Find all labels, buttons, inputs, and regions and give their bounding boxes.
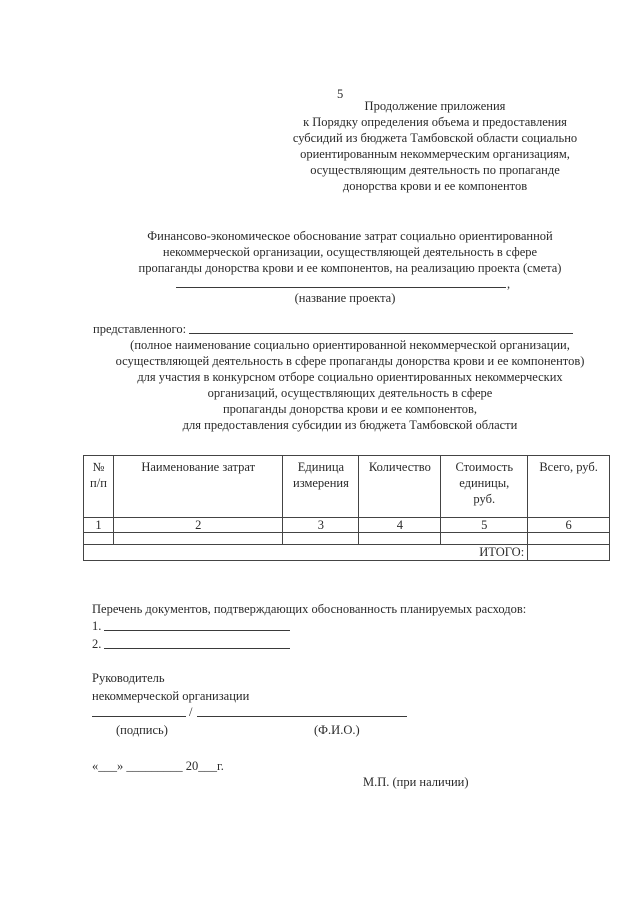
- document-title: [100, 228, 600, 276]
- signature-line[interactable]: [92, 716, 186, 717]
- page-number: 5: [337, 87, 344, 101]
- column-number: 5: [441, 518, 528, 533]
- column-number: 1: [84, 518, 114, 533]
- description-line: для участия в конкурсном отборе социально ориентированных некоммерческих: [137, 370, 563, 384]
- header-line: ориентированным некоммерческим организациям,: [300, 147, 570, 161]
- description-line: (полное наименование социально ориентированной некоммерческой организации,: [130, 338, 570, 352]
- column-number: 2: [113, 518, 283, 533]
- cost-estimate-table: [83, 455, 610, 561]
- table-cell[interactable]: [283, 533, 359, 545]
- document-item-number: 1.: [92, 619, 102, 633]
- header-line: осуществляющим деятельность по пропаганде: [310, 163, 560, 177]
- table-cell[interactable]: [441, 533, 528, 545]
- column-number: 3: [283, 518, 359, 533]
- date-field[interactable]: «___» _________ 20___г.: [92, 759, 224, 773]
- signature-caption: (подпись): [116, 723, 168, 737]
- col-header-unit-cost: Стоимость единицы, руб.: [441, 456, 528, 518]
- full-name-line[interactable]: [197, 716, 407, 717]
- documents-title: Перечень документов, подтверждающих обоснованность планируемых расходов:: [92, 602, 527, 616]
- table-cell[interactable]: [84, 533, 114, 545]
- organization-description: [90, 337, 610, 433]
- organization-name-line[interactable]: [189, 333, 573, 334]
- title-line: некоммерческой организации, осуществляющей деятельность в сфере: [162, 245, 538, 259]
- document-item-line[interactable]: [104, 630, 290, 631]
- description-line: осуществляющей деятельность в сфере пропаганды донорства крови и ее компонентов): [115, 354, 585, 368]
- total-row: [84, 545, 610, 561]
- project-name-line[interactable]: [176, 287, 506, 288]
- total-value-cell[interactable]: [528, 545, 610, 561]
- signature-slash: /: [189, 705, 193, 719]
- table-cell[interactable]: [359, 533, 441, 545]
- table-cell[interactable]: [528, 533, 610, 545]
- project-line-comma: ,: [507, 277, 511, 291]
- table-row: [84, 518, 610, 533]
- project-name-caption: (название проекта): [294, 291, 396, 305]
- appendix-header: [270, 98, 600, 194]
- column-number: 6: [528, 518, 610, 533]
- total-label: ИТОГО:: [84, 545, 528, 561]
- document-item-number: 2.: [92, 637, 102, 651]
- header-line: субсидий из бюджета Тамбовской области социально: [292, 131, 578, 145]
- title-line: Финансово-экономическое обоснование затрат социально ориентированной: [147, 229, 553, 243]
- table-cell[interactable]: [113, 533, 283, 545]
- stamp-place: М.П. (при наличии): [363, 775, 469, 789]
- description-line: организаций, осуществляющих деятельность в сфере: [207, 386, 493, 400]
- table-row[interactable]: [84, 533, 610, 545]
- table-header-row: [84, 456, 610, 518]
- header-line: донорства крови и ее компонентов: [342, 179, 528, 193]
- col-header-number: № п/п: [84, 456, 114, 518]
- col-header-cost-name: Наименование затрат: [113, 456, 283, 518]
- header-line: Продолжение приложения: [364, 99, 506, 113]
- document-item-line[interactable]: [104, 648, 290, 649]
- head-title: Руководитель: [92, 671, 165, 685]
- col-header-quantity: Количество: [359, 456, 441, 518]
- head-organization: некоммерческой организации: [92, 689, 250, 703]
- description-line: пропаганды донорства крови и ее компонентов,: [222, 402, 478, 416]
- presented-label: представленного:: [93, 322, 187, 336]
- title-line: пропаганды донорства крови и ее компонентов, на реализацию проекта (смета): [138, 261, 562, 275]
- column-number: 4: [359, 518, 441, 533]
- col-header-unit: Единица измерения: [283, 456, 359, 518]
- description-line: для предоставления субсидии из бюджета Тамбовской области: [182, 418, 518, 432]
- full-name-caption: (Ф.И.О.): [314, 723, 360, 737]
- header-line: к Порядку определения объема и предоставления: [303, 115, 567, 129]
- col-header-total: Всего, руб.: [528, 456, 610, 518]
